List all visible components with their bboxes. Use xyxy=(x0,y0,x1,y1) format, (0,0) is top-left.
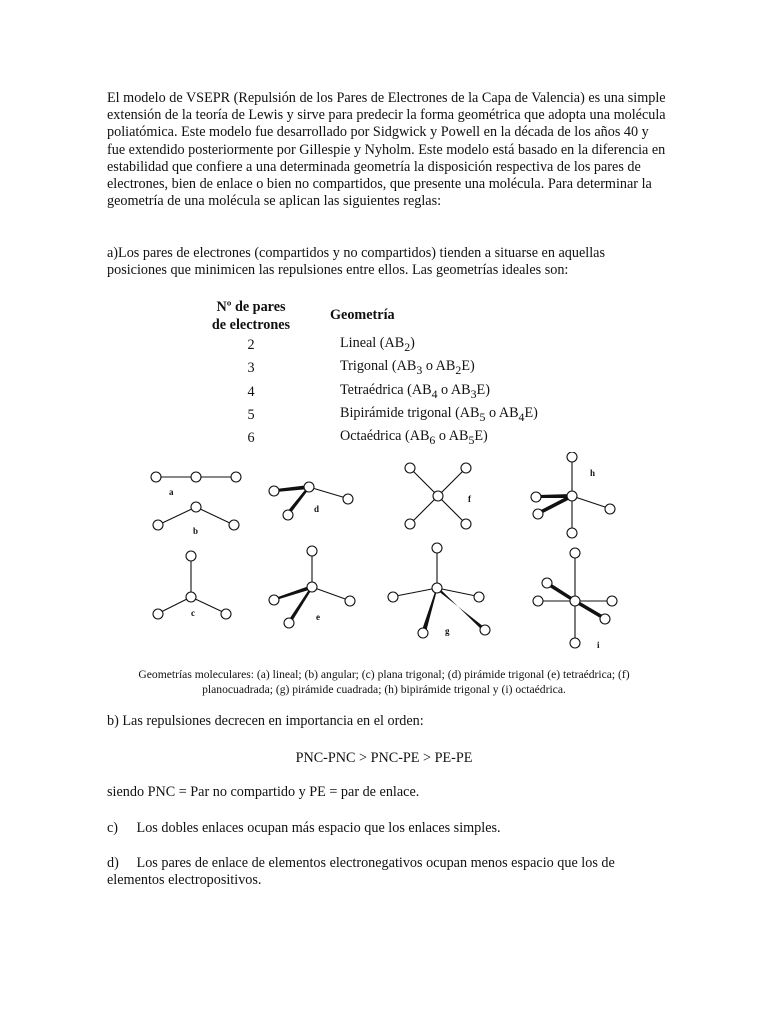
geometry-table-row xyxy=(195,334,550,357)
pairs-count-cell: 4 xyxy=(247,383,255,400)
rule-d-text: Los pares de enlace de elementos electronegativos ocupan menos espacio que los de elementos electropositivos. xyxy=(107,855,615,889)
label-d: d xyxy=(314,504,320,514)
geometry-g-square-pyramid xyxy=(388,543,490,638)
geometry-formula: ($AB_5$ o $AB_4E$) xyxy=(455,404,538,424)
geometry-a-linear xyxy=(151,472,241,497)
geometry-name: Bipirámide trigonal xyxy=(340,404,452,421)
geometries-drawing xyxy=(138,452,630,660)
rule-c-text: Los dobles enlaces ocupan más espacio que los enlaces simples. xyxy=(136,820,501,836)
molecular-geometries-figure xyxy=(138,452,630,660)
pairs-count-cell: 6 xyxy=(247,430,255,447)
pairs-count-cell: 3 xyxy=(247,360,255,377)
label-f: f xyxy=(468,494,471,504)
geometry-cell xyxy=(307,381,550,404)
rule-d-marker: d) xyxy=(107,855,119,871)
geometry-table-row xyxy=(195,427,550,450)
label-i: i xyxy=(597,640,600,650)
label-g: g xyxy=(445,626,450,636)
geometry-cell xyxy=(307,334,550,357)
repulsion-order: PNC-PNC > PNC-PE > PE-PE xyxy=(295,750,473,766)
geometry-i-octahedral xyxy=(533,548,617,650)
geometry-table-row xyxy=(195,404,550,427)
header-geometry: Geometría xyxy=(330,307,395,324)
geometry-formula: $(AB_2)$ xyxy=(379,335,415,354)
rule-c-paragraph xyxy=(107,820,667,837)
label-b: b xyxy=(193,526,199,536)
geometry-formula: ($AB_4$ o $AB_3E$) xyxy=(407,381,490,401)
rule-c-marker: c) xyxy=(107,820,119,836)
label-e: e xyxy=(316,612,320,622)
geometry-c-trigonal-planar xyxy=(153,551,231,619)
pairs-count-cell: 2 xyxy=(247,336,255,353)
label-h: h xyxy=(590,468,596,478)
geometry-b-angular xyxy=(153,502,239,536)
geometry-d-trigonal-pyramid xyxy=(269,482,353,520)
geometry-h-trigonal-bipyramid xyxy=(531,452,615,538)
geometry-table-row xyxy=(195,381,550,404)
geometry-name: Octaédrica xyxy=(340,428,402,445)
geometry-formula: ($AB_3$ o $AB_2E$) xyxy=(391,358,475,378)
rule-b-paragraph: b) Las repulsiones decrecen en importancia en el orden: xyxy=(107,713,424,729)
label-a: a xyxy=(169,487,174,497)
geometry-name: Tetraédrica xyxy=(340,381,404,398)
intro-paragraph: El modelo de VSEPR (Repulsión de los Pares de Electrones de la Capa de Valencia) es una simple extensión de la teoría de Lewis y sirve para predecir la forma geométrica que adopta una molécula poliatómica. Este modelo fue desarrollado por Sidgwick y Powell en la década de los años 40 y fue extendido posteriormente por Gillespie y Nyholm. Este modelo está basado en la diferencia en estabilidad que confiere a una determinada geometría la disposición respectiva de los pares de electrones, bien de enlace o bien no compartidos, que presente una molécula. Para determinar la geometría de una molécula se aplican las siguientes reglas: xyxy=(107,90,666,210)
geometry-table xyxy=(195,298,550,451)
geometry-table-body xyxy=(195,334,550,451)
pairs-count-cell: 5 xyxy=(247,406,255,423)
geometry-cell xyxy=(307,427,550,450)
header-pairs-count xyxy=(195,298,307,334)
geometry-formula: ($AB_6$ o $AB_5E$) xyxy=(404,428,488,448)
figure-caption: Geometrías moleculares: (a) lineal; (b) angular; (c) plana trigonal; (d) pirámide trigonal (e) tetraédrica; (f) planocuadrada; (g) pirámide cuadrada; (h) bipirámide trigonal y (i) octaédrica. xyxy=(138,668,630,696)
label-c: c xyxy=(191,608,195,618)
geometry-name: Lineal xyxy=(340,335,377,351)
geometry-f-square-planar xyxy=(405,463,472,529)
geometry-cell xyxy=(307,404,550,427)
geometry-table-header xyxy=(195,298,550,334)
geometry-e-tetrahedral xyxy=(269,546,355,628)
header-pairs-line1: Nº de pares xyxy=(216,299,286,315)
geometry-table-row xyxy=(195,357,550,380)
rule-d-paragraph xyxy=(107,855,667,889)
header-pairs-line2: de electrones xyxy=(211,317,291,333)
definition-paragraph: siendo PNC = Par no compartido y PE = par de enlace. xyxy=(107,784,420,800)
geometry-name: Trigonal xyxy=(340,358,389,375)
geometry-cell xyxy=(307,357,550,380)
rule-a-paragraph: a)Los pares de electrones (compartidos y no compartidos) tienden a situarse en aquellas posiciones que minimicen las repulsiones entre ellos. Las geometrías ideales son: xyxy=(107,245,605,279)
